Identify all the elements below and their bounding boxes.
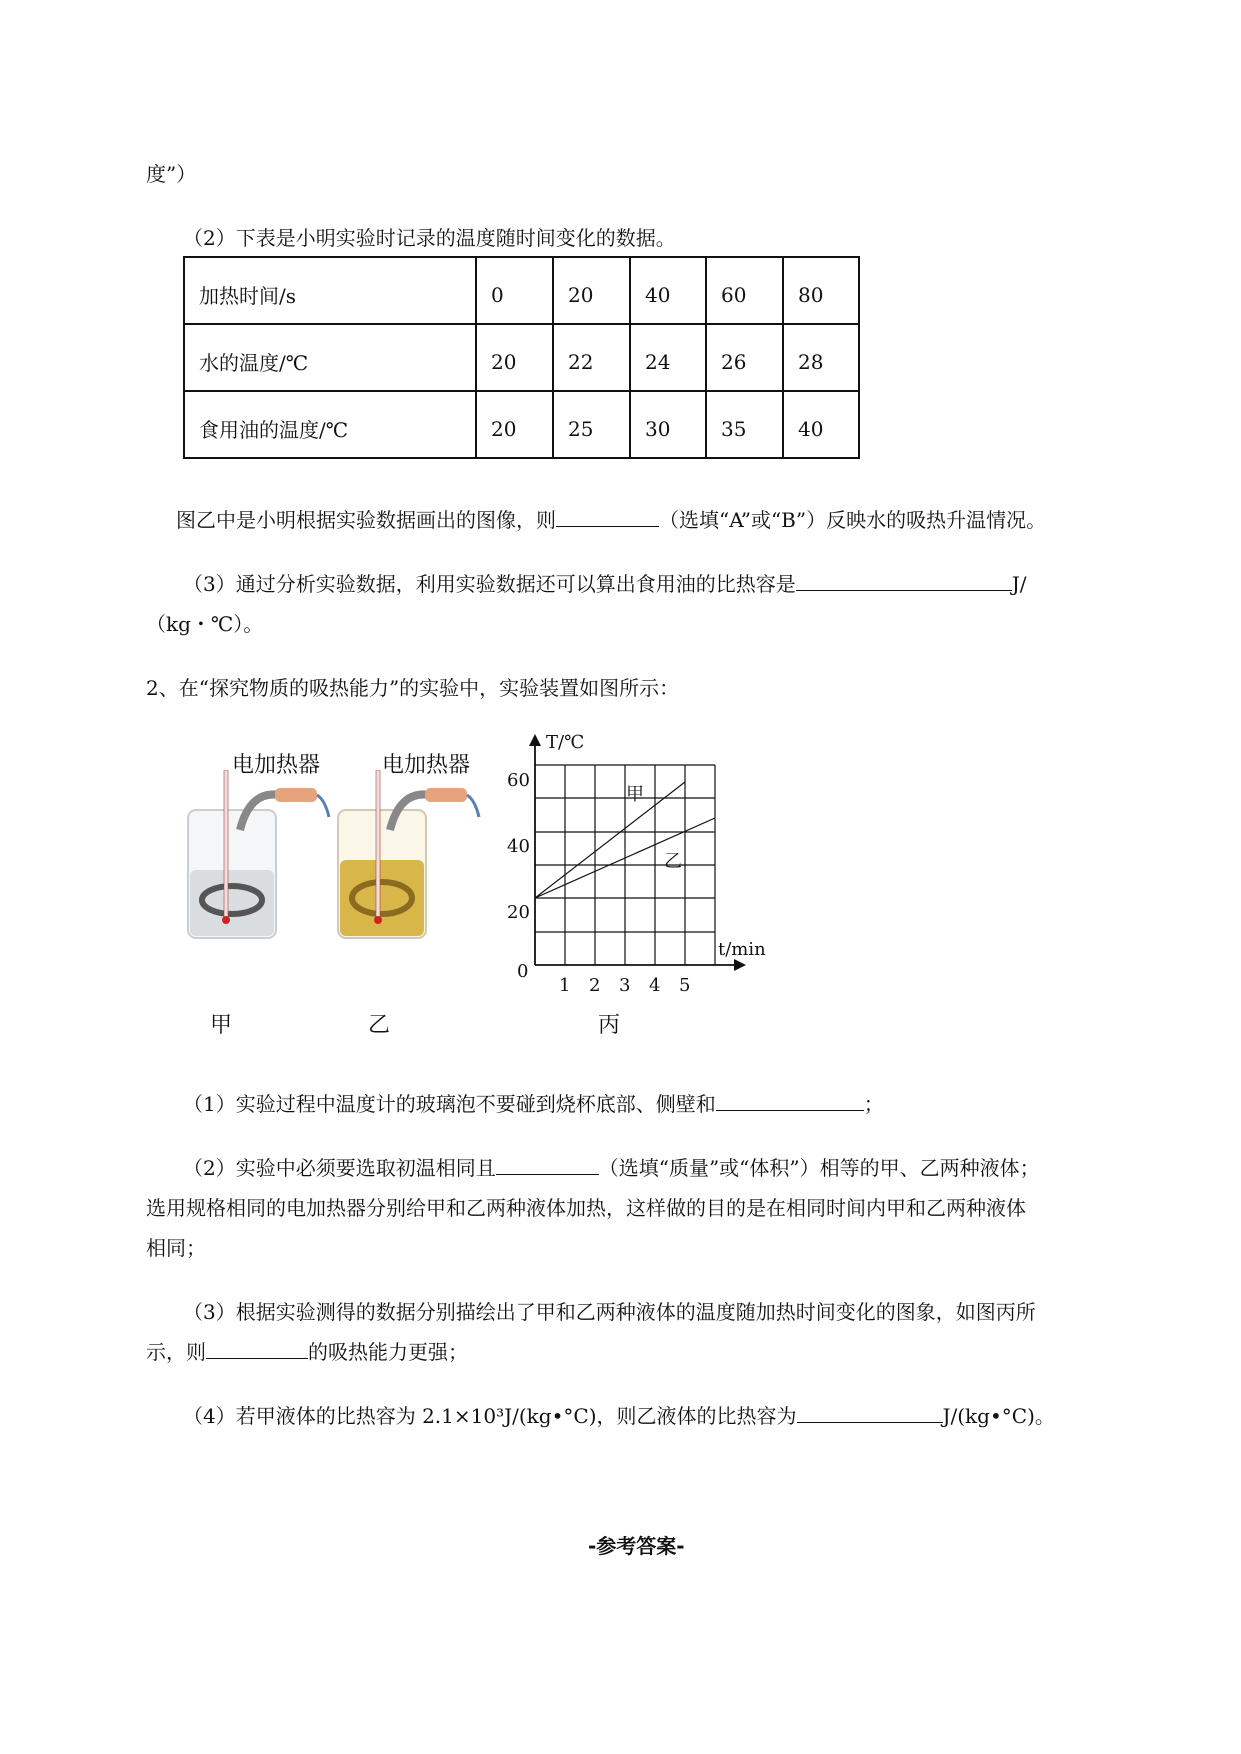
q2-part2-before: （2）实验中必须要选取初温相同且 [183,1156,496,1180]
q2-part2-line1 [183,1152,1040,1181]
q1-part3-unit: J/ [1011,572,1027,596]
table-row [184,391,859,458]
table-cell: 40 [630,257,706,324]
answers-title: -参考答案- [588,1534,685,1558]
data-table [183,256,860,459]
x-tick-label: 3 [619,975,631,996]
table-cell: 食用油的温度/℃ [184,391,476,458]
q2-part4-before: （4）若甲液体的比热容为 2.1×10³J/(kg•°C)，则乙液体的比热容为 [183,1404,797,1428]
caption-jia: 甲 [210,1013,233,1038]
q1-part2-question [176,504,1046,533]
y-tick-label: 60 [507,770,530,791]
heater-label-1: 电加热器 [232,753,321,778]
table-cell: 26 [706,324,783,391]
answer-blank[interactable] [716,1092,864,1111]
y-tick-label: 0 [517,961,529,982]
q1-part3-before: （3）通过分析实验数据，利用实验数据还可以算出食用油的比热容是 [183,572,796,596]
table-cell: 水的温度/℃ [184,324,476,391]
q2-part4 [183,1400,1055,1429]
x-axis-arrow [734,959,746,971]
beaker-oil [338,770,479,938]
x-tick-label: 1 [559,975,571,996]
table-row [184,257,859,324]
q1-part3-line1 [183,568,1027,597]
table-cell: 40 [783,391,859,458]
q1-part2-question-after: （选填“A”或“B”）反映水的吸热升温情况。 [659,508,1047,532]
q1-part3-unit2: （kg・℃）。 [146,612,264,636]
q2-part4-after: J/(kg•°C)。 [942,1404,1055,1428]
graph-labels [507,732,766,996]
beaker-water [188,770,329,938]
q1-part2-intro: （2）下表是小明实验时记录的温度随时间变化的数据。 [183,226,676,250]
q1-part2-question-before: 图乙中是小明根据实验数据画出的图像，则 [176,508,556,532]
caption-yi: 乙 [368,1013,391,1038]
y-axis-label: T/℃ [546,732,585,753]
q2-part2-line3: 相同； [146,1236,206,1260]
table-cell: 0 [476,257,553,324]
table-cell: 60 [706,257,783,324]
x-axis-label: t/min [718,939,766,960]
q2-part3-before: 示，则 [146,1340,206,1364]
table-cell: 35 [706,391,783,458]
heater-label-2: 电加热器 [382,753,471,778]
y-tick-label: 20 [507,902,530,923]
answer-blank[interactable] [556,508,659,527]
line-jia [535,782,685,898]
table-cell: 20 [476,324,553,391]
x-tick-label: 5 [679,975,691,996]
graph-grid [535,765,715,965]
q2-part2-after: （选填“质量”或“体积”）相等的甲、乙两种液体； [598,1156,1040,1180]
caption-bing: 丙 [598,1013,621,1038]
table-cell: 22 [553,324,630,391]
q2-part3-line1: （3）根据实验测得的数据分别描绘出了甲和乙两种液体的温度随加热时间变化的图象，如图丙所 [183,1300,1036,1324]
answer-blank[interactable] [206,1340,308,1359]
answer-blank[interactable] [797,1404,943,1423]
table-cell: 25 [553,391,630,458]
q2-part1-before: （1）实验过程中温度计的玻璃泡不要碰到烧杯底部、侧壁和 [183,1092,716,1116]
table-cell: 20 [476,391,553,458]
table-cell: 20 [553,257,630,324]
x-tick-label: 4 [649,975,661,996]
line-label-yi: 乙 [664,851,682,872]
table-cell: 28 [783,324,859,391]
line-label-jia: 甲 [626,784,644,805]
y-tick-label: 40 [507,836,530,857]
q2-part3-after: 的吸热能力更强； [308,1340,468,1364]
table-cell: 加热时间/s [184,257,476,324]
table-cell: 80 [783,257,859,324]
temperature-graph [480,720,800,1020]
table-cell: 24 [630,324,706,391]
x-tick-label: 2 [589,975,601,996]
answer-blank[interactable] [796,572,1012,591]
table-cell: 30 [630,391,706,458]
answer-blank[interactable] [496,1156,599,1175]
top-fragment: 度”） [146,162,197,186]
beakers-illustration [180,770,510,960]
table-row [184,324,859,391]
q2-part1-after: ； [863,1092,884,1116]
q2-part2-line2: 选用规格相同的电加热器分别给甲和乙两种液体加热，这样做的目的是在相同时间内甲和乙两种液体 [146,1196,1026,1220]
y-axis-arrow [529,734,541,746]
experiment-figure [180,730,800,1060]
q2-part1 [183,1088,884,1117]
q2-title: 2、在“探究物质的吸热能力”的实验中，实验装置如图所示： [146,676,680,700]
q2-part3-line2 [146,1336,468,1365]
